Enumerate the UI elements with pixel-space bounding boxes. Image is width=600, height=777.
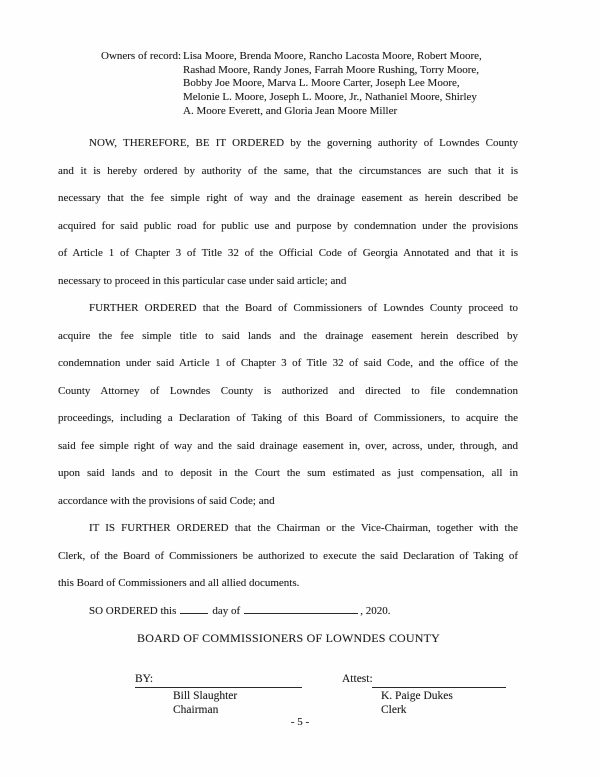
document-line: IT IS FURTHER ORDERED that the Chairman or the Vice-Chairman, together with the [89, 522, 518, 534]
owners-line: Melonie L. Moore, Joseph L. Moore, Jr., Nathaniel Moore, Shirley [183, 91, 477, 104]
document-line: accordance with the provisions of said Code; and [58, 494, 275, 507]
paragraph-further-ordered [58, 295, 518, 515]
by-label: BY: [135, 673, 154, 685]
order-body [58, 130, 518, 653]
paragraph-it-is-further-ordered [58, 515, 518, 598]
document-line: condemnation under said Article 1 of Chapter 3 of Title 32 of said Code, and the office of the [58, 357, 518, 369]
document-line: Clerk, of the Board of Commissioners be authorized to execute the said Declaration of Taking of [58, 549, 518, 562]
clerk-name: K. Paige Dukes [381, 690, 453, 702]
attest-signature-line [372, 686, 506, 688]
clerk-title: Clerk [381, 704, 407, 716]
owners-of-record-block [101, 50, 515, 119]
so-ordered-prefix: SO ORDERED this [89, 604, 177, 617]
chairman-title: Chairman [173, 704, 219, 716]
owners-line: Bobby Joe Moore, Marva L. Moore Carter, Joseph Lee Moore, [183, 77, 460, 90]
by-signature-line [135, 686, 302, 688]
document-line: upon said lands and to deposit in the Court the sum estimated as just compensation, all in [58, 467, 518, 479]
owners-line: Lisa Moore, Brenda Moore, Rancho Lacosta Moore, Robert Moore, [183, 50, 482, 62]
owners-line: Rashad Moore, Randy Jones, Farrah Moore Rushing, Torry Moore, [183, 63, 479, 76]
document-line: and it is hereby ordered by authority of the same, that the circumstances are such that it is [58, 164, 518, 177]
so-ordered-line [58, 598, 518, 626]
attest-label: Attest: [342, 673, 373, 685]
paragraph-now-therefore [58, 130, 518, 295]
document-line: acquired for said public road for public use and purpose by condemnation under the provisions [58, 219, 518, 232]
document-line: FURTHER ORDERED that the Board of Commissioners of Lowndes County proceed to [89, 302, 518, 314]
document-line: this Board of Commissioners and all allied documents. [58, 577, 300, 589]
document-line: proceedings, including a Declaration of Taking of this Board of Commissioners, to acquire the [58, 412, 518, 424]
owners-line: A. Moore Everett, and Gloria Jean Moore Miller [183, 104, 398, 117]
chairman-name: Bill Slaughter [173, 690, 238, 702]
document-line: said fee simple right of way and the said drainage easement in, over, across, under, through, and [58, 439, 518, 452]
board-of-commissioners-heading: BOARD OF COMMISSIONERS OF LOWNDES COUNTY [137, 631, 441, 645]
document-line: County Attorney of Lowndes County is authorized and directed to file condemnation [58, 384, 518, 397]
document-line: acquire the fee simple title to said lands and the drainage easement herein described by [58, 329, 518, 342]
owners-of-record-names [183, 50, 515, 119]
blank-month-line [244, 603, 358, 614]
document-line: NOW, THEREFORE, BE IT ORDERED by the governing authority of Lowndes County [89, 137, 518, 149]
owners-of-record-label: Owners of record: [101, 50, 182, 62]
document-line: necessary that the fee simple right of way and the drainage easement as herein described be [58, 192, 518, 204]
page-number: - 5 - [290, 716, 310, 728]
document-line: of Article 1 of Chapter 3 of Title 32 of the Official Code of Georgia Annotated and that it is [58, 247, 518, 259]
so-ordered-suffix: , 2020. [360, 604, 391, 617]
document-line: necessary to proceed in this particular case under said article; and [58, 274, 347, 287]
so-ordered-middle: day of [212, 604, 241, 617]
blank-day-line [180, 603, 208, 614]
